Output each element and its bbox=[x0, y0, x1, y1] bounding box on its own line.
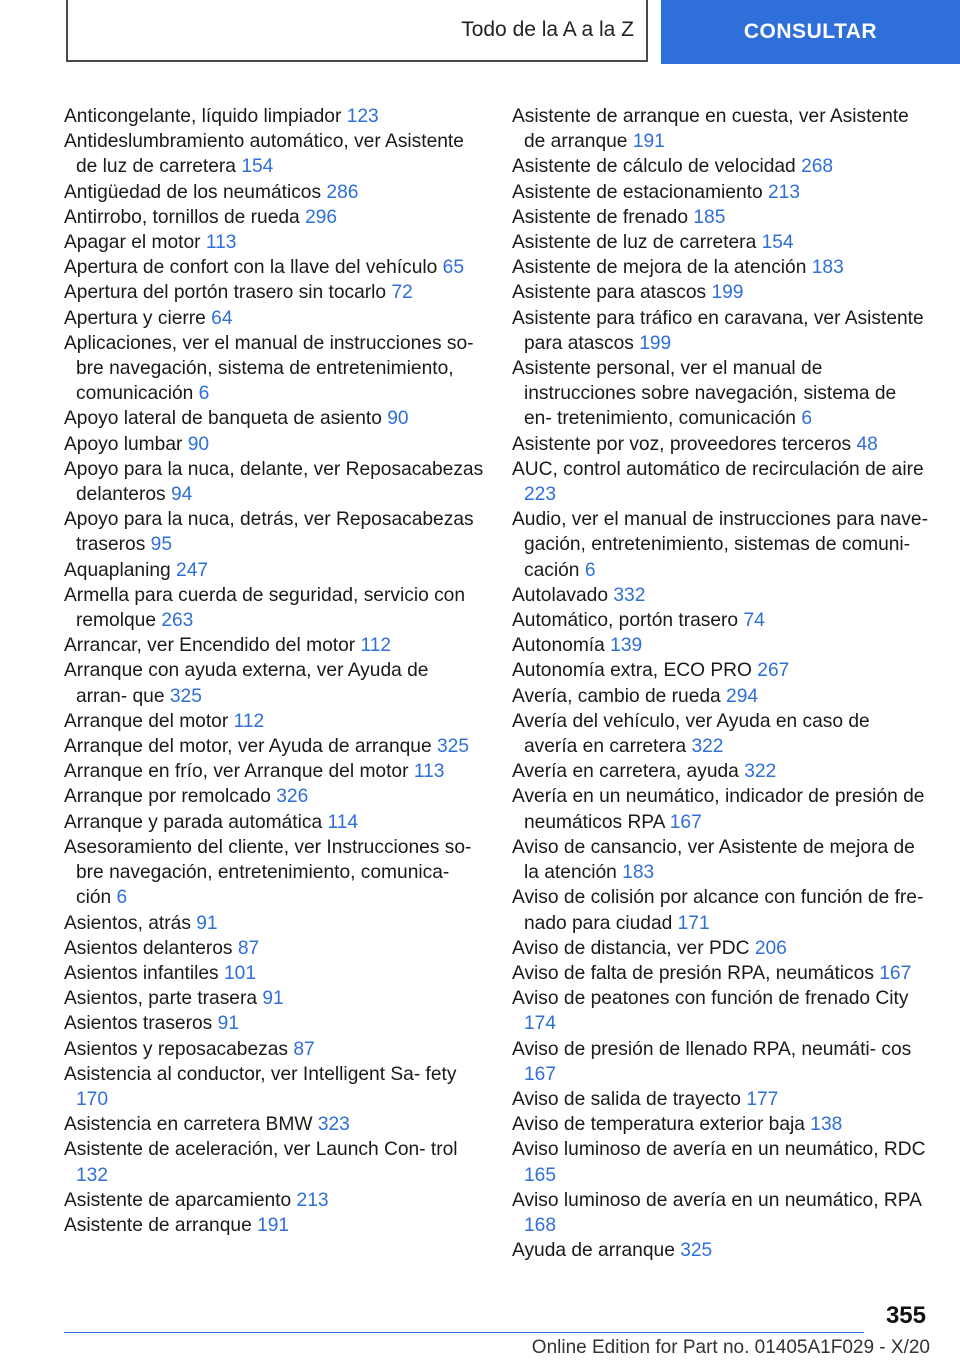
index-entry bbox=[512, 608, 928, 633]
index-entry bbox=[64, 180, 484, 205]
index-entry bbox=[64, 457, 484, 507]
page-link[interactable]: 112 bbox=[360, 635, 392, 657]
index-entry-text: Ayuda de arranque bbox=[512, 1240, 675, 1262]
index-entry-text: Asistente de aparcamiento bbox=[64, 1189, 292, 1211]
index-entry bbox=[64, 911, 484, 936]
index-entry bbox=[64, 331, 484, 407]
page-link[interactable]: 223 bbox=[524, 484, 557, 506]
index-entry bbox=[64, 1062, 484, 1112]
index-entry-text: Arranque con ayuda externa, ver Ayuda de arran‐ que bbox=[64, 660, 429, 707]
index-entry-text: Asientos traseros bbox=[64, 1013, 213, 1035]
index-entry bbox=[64, 558, 484, 583]
index-entry-text: Autolavado bbox=[512, 584, 609, 606]
index-entry bbox=[512, 1238, 928, 1263]
index-entry-text: Antigüedad de los neumáticos bbox=[64, 181, 322, 203]
index-entry bbox=[512, 633, 928, 658]
index-entry-text: Audio, ver el manual de instrucciones para nave‐ gación, entretenimiento, sistemas de comuni‐ cación bbox=[512, 509, 928, 581]
page-link[interactable]: 177 bbox=[746, 1088, 779, 1110]
index-entry bbox=[64, 255, 484, 280]
index-entry bbox=[512, 255, 928, 280]
index-entry-text: Aviso de distancia, ver PDC bbox=[512, 937, 750, 959]
index-entry bbox=[64, 961, 484, 986]
index-entry-text: Automático, portón trasero bbox=[512, 610, 739, 632]
index-entry-text: Arranque en frío, ver Arranque del motor bbox=[64, 761, 409, 783]
page-link[interactable]: 170 bbox=[76, 1088, 109, 1110]
index-entry-text: Apagar el motor bbox=[64, 232, 201, 254]
page-link[interactable]: 191 bbox=[632, 131, 665, 153]
index-entry bbox=[512, 1087, 928, 1112]
page-number: 355 bbox=[885, 1302, 926, 1329]
index-entry-text: Asistente de aceleración, ver Launch Con‐ trol bbox=[64, 1139, 458, 1161]
index-entry-text: Aviso luminoso de avería en un neumático, RDC bbox=[512, 1139, 926, 1161]
index-entry-text: Anticongelante, líquido limpiador bbox=[64, 106, 342, 127]
page-link[interactable]: 112 bbox=[233, 710, 265, 732]
index-entry-text: Apertura y cierre bbox=[64, 307, 206, 329]
index-entry-text: Apoyo lateral de banqueta de asiento bbox=[64, 408, 382, 430]
index-entry bbox=[64, 835, 484, 911]
index-entry bbox=[64, 734, 484, 759]
index-entry bbox=[512, 885, 928, 935]
page-link[interactable]: 263 bbox=[161, 610, 194, 632]
index-entry bbox=[64, 784, 484, 809]
index-entry bbox=[512, 230, 928, 255]
index-entry bbox=[512, 306, 928, 356]
footer-divider bbox=[64, 1332, 864, 1333]
index-entry bbox=[64, 1188, 484, 1213]
page-link[interactable]: 183 bbox=[622, 862, 655, 884]
index-entry bbox=[64, 1011, 484, 1036]
page-link[interactable]: 87 bbox=[293, 1038, 315, 1060]
page-link[interactable]: 325 bbox=[680, 1240, 713, 1262]
index-entry bbox=[64, 1112, 484, 1137]
index-entry-text: Aviso de temperatura exterior baja bbox=[512, 1114, 805, 1136]
index-entry-text: Apoyo para la nuca, detrás, ver Reposacabezas traseros bbox=[64, 509, 474, 556]
consult-tab[interactable] bbox=[661, 0, 960, 64]
index-entry bbox=[64, 507, 484, 557]
index-entry bbox=[64, 759, 484, 784]
index-entry-text: Aviso de presión de llenado RPA, neumáti‐ cos bbox=[512, 1038, 912, 1060]
index-entry bbox=[512, 205, 928, 230]
page-link[interactable]: 91 bbox=[196, 912, 218, 934]
index-entry bbox=[64, 1037, 484, 1062]
index-entry bbox=[512, 936, 928, 961]
page-link[interactable]: 267 bbox=[757, 660, 790, 682]
index-entry bbox=[64, 306, 484, 331]
page-link[interactable]: 206 bbox=[754, 937, 787, 959]
page-link[interactable]: 139 bbox=[610, 635, 643, 657]
index-entry bbox=[512, 1112, 928, 1137]
index-entry bbox=[64, 986, 484, 1011]
consult-tab-label: CONSULTAR bbox=[743, 20, 878, 43]
index-entry-text: Asistente de arranque en cuesta, ver Asistente de arranque bbox=[512, 106, 909, 153]
page-link[interactable]: 91 bbox=[262, 988, 284, 1010]
index-entry bbox=[64, 205, 484, 230]
page-link[interactable]: 268 bbox=[801, 156, 834, 178]
index-entry-text: Arranque del motor bbox=[64, 710, 229, 732]
page-link[interactable]: 74 bbox=[743, 610, 765, 632]
index-entry-text: Asistente de arranque bbox=[64, 1214, 252, 1236]
index-entry-text: Apoyo para la nuca, delante, ver Reposacabezas delanteros bbox=[64, 458, 484, 506]
index-entry bbox=[64, 658, 484, 708]
index-entry bbox=[512, 432, 928, 457]
page-link[interactable]: 91 bbox=[217, 1013, 239, 1035]
index-entry bbox=[64, 1213, 484, 1238]
page-link[interactable]: 165 bbox=[524, 1164, 557, 1186]
index-entry-text: Aviso de falta de presión RPA, neumáticos bbox=[512, 962, 874, 984]
page-link[interactable]: 6 bbox=[116, 887, 128, 909]
page-link[interactable]: 323 bbox=[317, 1114, 350, 1136]
index-entry-text: Autonomía bbox=[512, 635, 605, 657]
index-column-left bbox=[64, 104, 484, 1238]
page-link[interactable]: 167 bbox=[524, 1063, 557, 1085]
page-link[interactable]: 94 bbox=[170, 484, 193, 506]
index-entry-text: Arranque y parada automática bbox=[64, 811, 323, 833]
index-entry-text: Asistente para atascos bbox=[512, 282, 707, 304]
index-entry bbox=[512, 507, 928, 583]
page-link[interactable]: 167 bbox=[669, 811, 702, 833]
index-entry bbox=[512, 583, 928, 608]
page-link[interactable]: 191 bbox=[257, 1214, 290, 1236]
page-link[interactable]: 138 bbox=[810, 1114, 843, 1136]
index-entry-text: Arrancar, ver Encendido del motor bbox=[64, 635, 356, 657]
page-link[interactable]: 174 bbox=[524, 1013, 557, 1035]
index-entry-text: Asistente de estacionamiento bbox=[512, 181, 763, 203]
index-entry bbox=[512, 709, 928, 759]
index-entry-text: Aviso luminoso de avería en un neumático, RPA bbox=[512, 1189, 921, 1211]
page-link[interactable]: 113 bbox=[205, 232, 237, 254]
index-entry bbox=[512, 1037, 928, 1087]
index-entry bbox=[512, 961, 928, 986]
page-link[interactable]: 247 bbox=[176, 559, 209, 581]
page-link[interactable]: 6 bbox=[801, 408, 812, 430]
index-entry-text: Avería en un neumático, indicador de presión de neumáticos RPA bbox=[512, 786, 925, 833]
page-link[interactable]: 154 bbox=[761, 232, 794, 254]
index-entry-text: AUC, control automático de recirculación de aire bbox=[512, 458, 924, 480]
page-link[interactable]: 6 bbox=[584, 559, 596, 581]
index-entry-text: Asistente personal, ver el manual de instrucciones sobre navegación, sistema de en‐ tretenimiento, comunicación bbox=[512, 358, 897, 430]
index-entry-text: Asesoramiento del cliente, ver Instrucciones so‐ bre navegación, entretenimiento, comunica‐ ción bbox=[64, 836, 472, 909]
index-entry-text: Autonomía extra, ECO PRO bbox=[512, 660, 752, 682]
index-entry bbox=[512, 784, 928, 834]
page-link[interactable]: 185 bbox=[693, 206, 726, 228]
index-entry-text: Apertura de confort con la llave del vehículo bbox=[64, 257, 438, 279]
index-entry-text: Asistente por voz, proveedores terceros bbox=[512, 433, 852, 455]
page-link[interactable]: 286 bbox=[326, 181, 359, 203]
page-link[interactable]: 72 bbox=[391, 282, 413, 304]
page-link[interactable]: 294 bbox=[726, 685, 759, 707]
page-link[interactable]: 123 bbox=[346, 106, 379, 127]
index-entry-text: Avería, cambio de rueda bbox=[512, 685, 721, 707]
index-entry-text: Asistente de cálculo de velocidad bbox=[512, 156, 796, 178]
page-link[interactable]: 65 bbox=[442, 257, 465, 279]
page-link[interactable]: 171 bbox=[677, 912, 710, 934]
index-entry-text: Asistente de luz de carretera bbox=[512, 232, 757, 254]
index-entry-text: Aviso de peatones con función de frenado City bbox=[512, 988, 909, 1010]
page-link[interactable]: 183 bbox=[811, 257, 844, 279]
index-entry bbox=[512, 658, 928, 683]
page-link[interactable]: 167 bbox=[879, 962, 912, 984]
index-entry-text: Asistente para tráfico en caravana, ver Asistente para atascos bbox=[512, 307, 924, 354]
index-entry-text: Apertura del portón trasero sin tocarlo bbox=[64, 282, 387, 304]
page-link[interactable]: 325 bbox=[169, 685, 202, 707]
index-entry bbox=[64, 709, 484, 734]
index-entry-text: Asistencia en carretera BMW bbox=[64, 1114, 313, 1136]
page-link[interactable]: 322 bbox=[744, 761, 777, 783]
index-column-right bbox=[512, 104, 928, 1263]
page-link[interactable]: 6 bbox=[198, 383, 210, 405]
index-entry-text: Antirrobo, tornillos de rueda bbox=[64, 206, 300, 228]
index-entry-text: Antideslumbramiento automático, ver Asistente de luz de carretera bbox=[64, 131, 464, 178]
page-link[interactable]: 213 bbox=[768, 181, 801, 203]
index-entry-text: Aviso de cansancio, ver Asistente de mejora de la atención bbox=[512, 836, 915, 884]
index-entry bbox=[64, 280, 484, 305]
index-entry-text: Asistente de mejora de la atención bbox=[512, 257, 807, 279]
page-link[interactable]: 48 bbox=[856, 433, 878, 455]
page-link[interactable]: 154 bbox=[241, 156, 274, 178]
page-link[interactable]: 95 bbox=[150, 534, 172, 556]
section-title-tab[interactable] bbox=[66, 0, 648, 62]
page-link[interactable]: 325 bbox=[437, 736, 470, 758]
page-link[interactable]: 90 bbox=[387, 408, 409, 430]
index-entry-text: Asistente de frenado bbox=[512, 206, 689, 228]
index-entry-text: Arranque del motor, ver Ayuda de arranque bbox=[64, 736, 432, 758]
index-entry bbox=[64, 432, 484, 457]
page-link[interactable]: 199 bbox=[639, 332, 672, 354]
index-entry bbox=[512, 1188, 928, 1238]
index-entry bbox=[512, 280, 928, 305]
index-entry bbox=[64, 230, 484, 255]
index-entry bbox=[512, 180, 928, 205]
index-entry-text: Asientos, parte trasera bbox=[64, 988, 258, 1010]
index-entry bbox=[512, 104, 928, 154]
page-link[interactable]: 101 bbox=[224, 962, 257, 984]
index-entry-text: Aplicaciones, ver el manual de instrucciones so‐ bre navegación, sistema de entretenimiento, comunicación bbox=[64, 332, 474, 405]
index-entry bbox=[512, 154, 928, 179]
page-link[interactable]: 87 bbox=[237, 937, 260, 959]
footer-edition: Online Edition for Part no. 01405A1F029 - X/20 bbox=[531, 1337, 930, 1358]
index-entry-text: Aquaplaning bbox=[64, 559, 171, 581]
index-entry-text: Avería del vehículo, ver Ayuda en caso de avería en carretera bbox=[512, 710, 870, 758]
page-link[interactable]: 322 bbox=[691, 736, 724, 758]
index-entry-text: Avería en carretera, ayuda bbox=[512, 761, 739, 783]
index-entry bbox=[512, 1137, 928, 1187]
index-entry-text: Aviso de salida de trayecto bbox=[512, 1088, 741, 1110]
index-entry bbox=[64, 936, 484, 961]
index-entry bbox=[512, 457, 928, 507]
index-entry bbox=[64, 1137, 484, 1187]
index-entry-text: Asientos delanteros bbox=[64, 937, 233, 959]
index-entry bbox=[64, 583, 484, 633]
index-entry-text: Asistencia al conductor, ver Intelligent Sa‐ fety bbox=[64, 1063, 457, 1085]
index-entry-text: Asientos y reposacabezas bbox=[64, 1038, 288, 1060]
page-link[interactable]: 213 bbox=[296, 1189, 329, 1211]
index-entry bbox=[512, 684, 928, 709]
index-entry bbox=[64, 104, 484, 129]
index-entry-text: Aviso de colisión por alcance con función de fre‐ nado para ciudad bbox=[512, 887, 924, 934]
section-title: Todo de la A a la Z bbox=[461, 18, 634, 41]
index-entry bbox=[512, 835, 928, 885]
page-link[interactable]: 326 bbox=[276, 786, 309, 808]
index-entry-text: Armella para cuerda de seguridad, servicio con remolque bbox=[64, 584, 466, 632]
index-entry bbox=[64, 633, 484, 658]
page-link[interactable]: 113 bbox=[413, 761, 445, 783]
index-entry bbox=[512, 986, 928, 1036]
index-entry bbox=[512, 759, 928, 784]
page-link[interactable]: 296 bbox=[305, 206, 338, 228]
index-entry bbox=[512, 356, 928, 432]
page-link[interactable]: 64 bbox=[211, 307, 233, 329]
page-link[interactable]: 90 bbox=[187, 433, 210, 455]
index-entry-text: Apoyo lumbar bbox=[64, 433, 183, 455]
index-entry bbox=[64, 129, 484, 179]
index-entry-text: Asientos, atrás bbox=[64, 912, 191, 934]
index-entry bbox=[64, 810, 484, 835]
page-link[interactable]: 199 bbox=[711, 282, 744, 304]
index-entry-text: Arranque por remolcado bbox=[64, 786, 271, 808]
page-link[interactable]: 114 bbox=[327, 811, 359, 833]
page-link[interactable]: 332 bbox=[613, 584, 646, 606]
index-entry bbox=[64, 406, 484, 431]
page-link[interactable]: 168 bbox=[524, 1214, 557, 1236]
page-link[interactable]: 132 bbox=[76, 1164, 109, 1186]
page-header bbox=[0, 0, 960, 66]
index-entry-text: Asientos infantiles bbox=[64, 962, 219, 984]
